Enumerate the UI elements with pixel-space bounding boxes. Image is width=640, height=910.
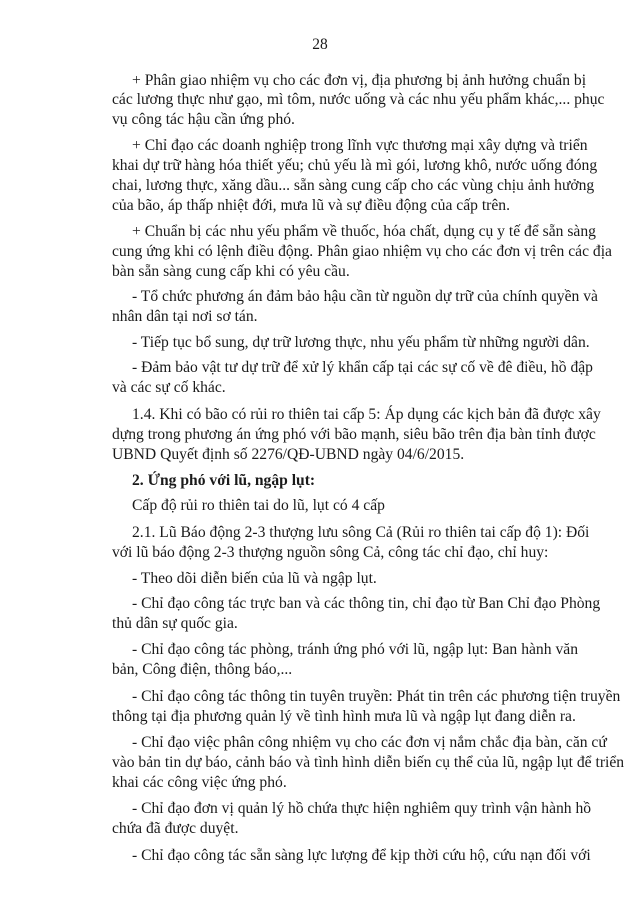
text-line: chai, lương thực, xăng dầu... sẵn sàng cung cấp cho các vùng chịu ảnh hưởng	[112, 177, 595, 194]
text-line: khai dự trữ hàng hóa thiết yếu; chủ yếu là mì gói, lương khô, nước uống đóng	[112, 157, 598, 174]
text-line: bàn sẵn sàng cung cấp khi có yêu cầu.	[112, 263, 350, 280]
text-line: - Chỉ đạo công tác thông tin tuyên truyền: Phát tin trên các phương tiện truyền	[132, 688, 621, 705]
text-line: - Theo dõi diễn biến của lũ và ngập lụt.	[132, 570, 377, 587]
text-line: - Tiếp tục bổ sung, dự trữ lương thực, nhu yếu phẩm từ những người dân.	[132, 334, 590, 351]
text-line: và các sự cố khác.	[112, 379, 226, 396]
text-line: 1.4. Khi có bão có rủi ro thiên tai cấp 5: Áp dụng các kịch bản đã được xây	[132, 406, 601, 423]
text-line: thông tại địa phương quản lý về tình hình mưa lũ và ngập lụt đang diễn ra.	[112, 708, 576, 725]
text-line: cung ứng khi có lệnh điều động. Phân giao nhiệm vụ cho các đơn vị trên các địa	[112, 243, 612, 260]
text-line: của bão, áp thấp nhiệt đới, mưa lũ và sự điều động của cấp trên.	[112, 197, 510, 214]
text-line: thủ dân sự quốc gia.	[112, 615, 238, 632]
text-line: vụ công tác hậu cần ứng phó.	[112, 111, 295, 128]
text-line: - Tổ chức phương án đảm bảo hậu cần từ nguồn dự trữ của chính quyền và	[132, 288, 598, 305]
text-line: + Chuẩn bị các nhu yếu phẩm về thuốc, hóa chất, dụng cụ y tế để sẵn sàng	[132, 223, 596, 240]
text-line: vào bản tin dự báo, cảnh báo và tình hình diễn biến cụ thể của lũ, ngập lụt để triển	[112, 754, 625, 771]
page-number: 28	[312, 36, 328, 53]
text-line: 2. Ứng phó với lũ, ngập lụt:	[132, 472, 316, 489]
text-line: - Chỉ đạo công tác phòng, tránh ứng phó với lũ, ngập lụt: Ban hành văn	[132, 641, 578, 658]
text-line: 2.1. Lũ Báo động 2-3 thượng lưu sông Cả (Rủi ro thiên tai cấp độ 1): Đối	[132, 524, 590, 541]
text-line: với lũ báo động 2-3 thượng nguồn sông Cả, công tác chỉ đạo, chỉ huy:	[112, 544, 549, 561]
text-line: chứa đã được duyệt.	[112, 820, 239, 837]
text-line: bản, Công điện, thông báo,...	[112, 661, 293, 678]
text-line: - Chỉ đạo việc phân công nhiệm vụ cho các đơn vị nắm chắc địa bàn, căn cứ	[132, 734, 607, 751]
text-line: + Phân giao nhiệm vụ cho các đơn vị, địa phương bị ảnh hưởng chuẩn bị	[132, 72, 587, 89]
text-line: + Chỉ đạo các doanh nghiệp trong lĩnh vực thương mại xây dựng và triển	[132, 137, 588, 154]
text-line: nhân dân tại nơi sơ tán.	[112, 308, 258, 325]
text-line: Cấp độ rủi ro thiên tai do lũ, lụt có 4 cấp	[132, 497, 385, 514]
text-line: UBND Quyết định số 2276/QĐ-UBND ngày 04/6/2015.	[112, 446, 465, 463]
text-line: các lương thực như gạo, mì tôm, nước uống và các nhu yếu phẩm khác,... phục	[112, 91, 605, 108]
text-line: - Chỉ đạo công tác sẵn sàng lực lượng để kịp thời cứu hộ, cứu nạn đối với	[132, 847, 591, 864]
text-line: - Đảm bảo vật tư dự trữ để xử lý khẩn cấp tại các sự cố về đê điều, hồ đập	[132, 359, 593, 376]
text-line: - Chỉ đạo đơn vị quản lý hồ chứa thực hiện nghiêm quy trình vận hành hồ	[132, 800, 592, 817]
text-line: - Chỉ đạo công tác trực ban và các thông tin, chỉ đạo từ Ban Chỉ đạo Phòng	[132, 595, 601, 612]
text-line: dựng trong phương án ứng phó với bão mạnh, siêu bão trên địa bàn tỉnh được	[112, 426, 596, 443]
text-line: khai các công việc ứng phó.	[112, 774, 287, 791]
